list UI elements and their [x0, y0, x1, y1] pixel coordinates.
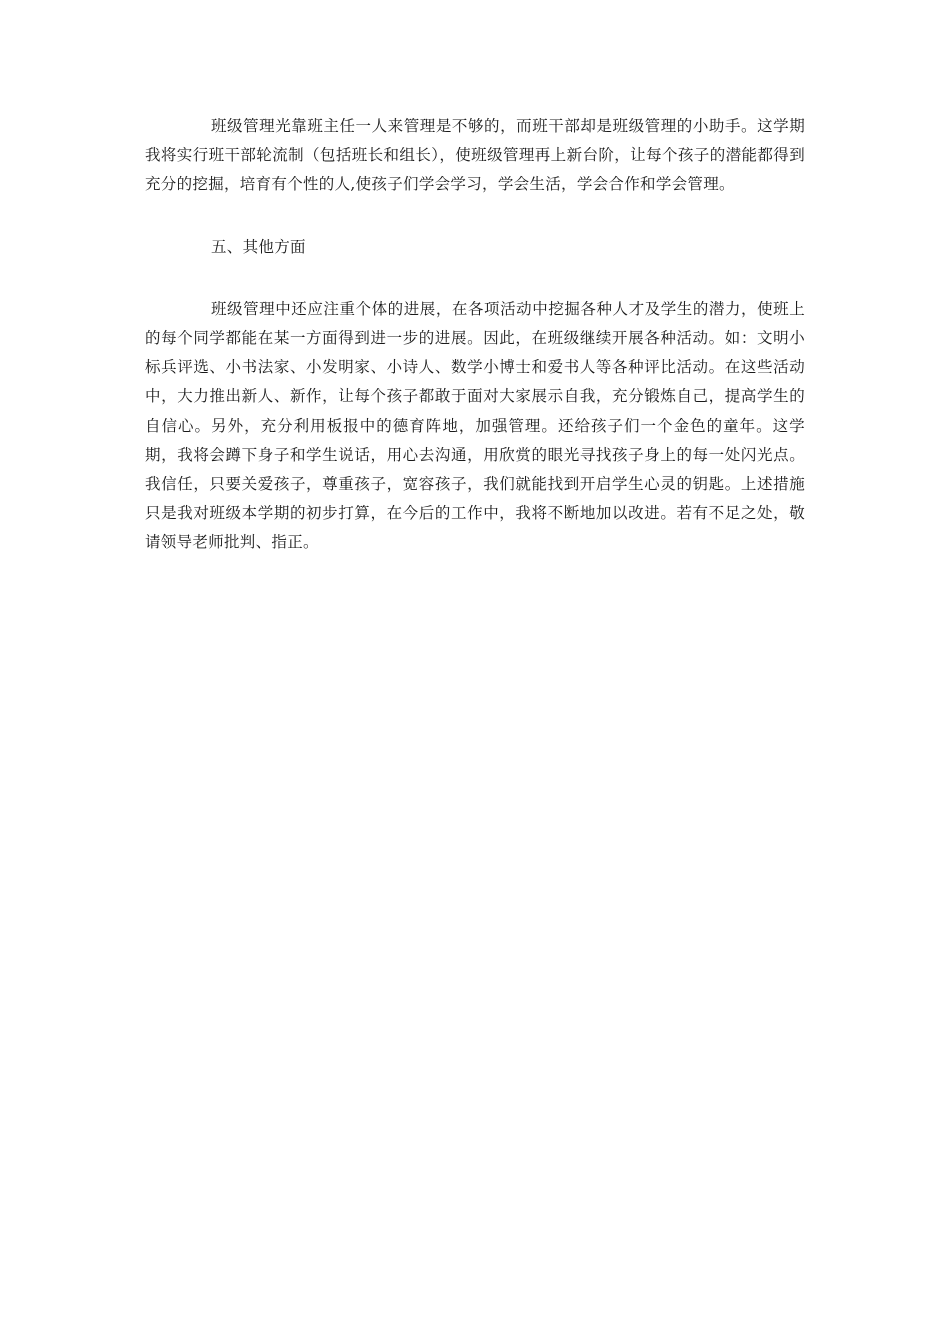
- section-heading-other-aspects: 五、其他方面: [211, 237, 306, 256]
- paragraph-class-cadre-rotation: 班级管理光靠班主任一人来管理是不够的，而班干部却是班级管理的小助手。这学期我将实行班干部轮流制（包括班长和组长），使班级管理再上新台阶，让每个孩子的潜能都得到充分的挖掘，培育有个性的人,使孩子们学会学习，学会生活，学会合作和学会管理。: [145, 117, 805, 194]
- paragraph-individual-development: 班级管理中还应注重个体的进展，在各项活动中挖掘各种人才及学生的潜力，使班上的每个同学都能在某一方面得到进一步的进展。因此，在班级继续开展各种活动。如：文明小标兵评选、小书法家、小发明家、小诗人、数学小博士和爱书人等各种评比活动。在这些活动中，大力推出新人、新作，让每个孩子都敢于面对大家展示自我，充分锻炼自己，提高学生的自信心。另外，充分利用板报中的德育阵地，加强管理。还给孩子们一个金色的童年。这学期，我将会蹲下身子和学生说话，用心去沟通，用欣赏的眼光寻找孩子身上的每一处闪光点。我信任，只要关爱孩子，尊重孩子，宽容孩子，我们就能找到开启学生心灵的钥匙。上述措施只是我对班级本学期的初步打算，在今后的工作中，我将不断地加以改进。若有不足之处，敬请领导老师批判、指正。: [145, 299, 805, 552]
- document-body: [145, 112, 805, 558]
